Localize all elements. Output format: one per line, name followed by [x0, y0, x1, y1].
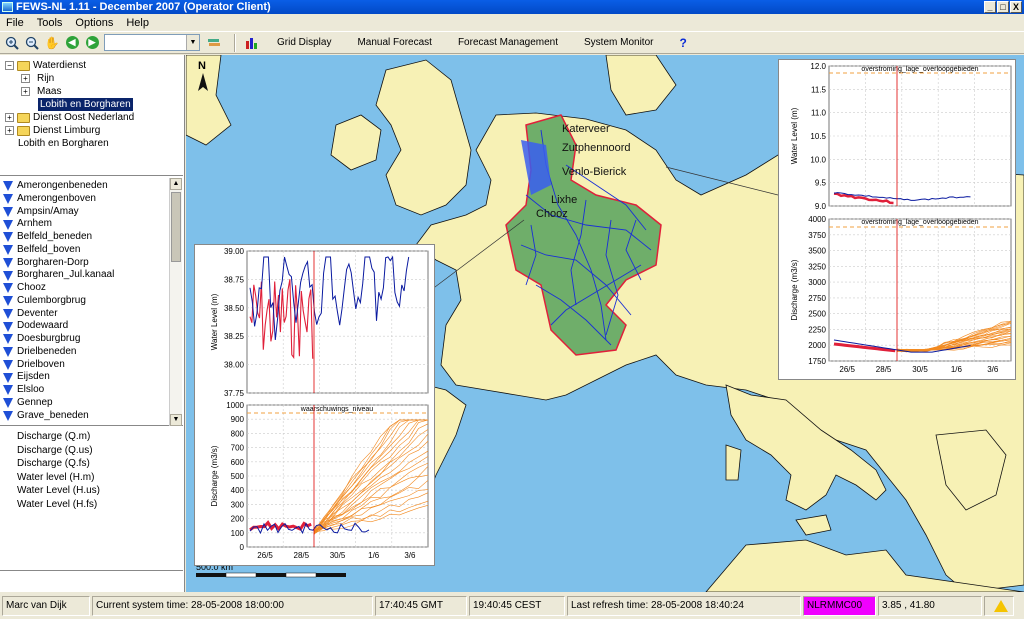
scale-segment [316, 573, 346, 577]
y-tick-label: 10.0 [810, 155, 826, 165]
threshold-label: overstroming_lage_overloopgebieden [861, 66, 979, 73]
location-marker-icon [3, 194, 13, 204]
station-label[interactable]: Venlo-Bierick [562, 166, 627, 178]
scale-segment [226, 573, 256, 577]
status-gmt: 17:40:45 GMT [375, 596, 467, 616]
location-marker-icon [3, 385, 13, 395]
location-marker-icon [3, 398, 13, 408]
y-tick-label: 2000 [808, 341, 826, 351]
threshold-label: waarschuwings_niveau [300, 406, 374, 413]
threshold-label: overstroming_lage_overloopgebieden [861, 219, 979, 226]
maximize-button[interactable]: □ [997, 1, 1009, 13]
expand-icon[interactable]: + [21, 87, 30, 96]
y-tick-label: 38.50 [223, 303, 244, 313]
chart-q-left [210, 401, 428, 560]
y-tick-label: 500 [230, 472, 244, 481]
status-coordinates: 3.85 , 41.80 [878, 596, 982, 616]
folder-icon [17, 113, 30, 123]
location-marker-icon [3, 411, 13, 421]
y-tick-label: 800 [230, 429, 244, 439]
expand-icon[interactable]: + [5, 113, 14, 122]
parameter-list [0, 430, 183, 511]
menu-file[interactable]: File [6, 16, 24, 29]
y-tick-label: 38.25 [223, 332, 244, 342]
status-cest: 19:40:45 CEST [469, 596, 565, 616]
inset-chart-right[interactable] [778, 59, 1016, 380]
location-item[interactable]: Culemborgbrug [0, 295, 183, 308]
y-axis-label: Discharge (m3/s) [790, 259, 799, 321]
window-title: FEWS-NL 1.11 - December 2007 (Operator Client) [16, 1, 271, 13]
y-tick-label: 1000 [226, 401, 244, 410]
y-tick-label: 12.0 [810, 62, 826, 71]
collapse-icon[interactable]: − [5, 61, 14, 70]
location-marker-icon [3, 334, 13, 344]
zoom-out-icon[interactable] [24, 35, 40, 51]
location-marker-icon [3, 347, 13, 357]
y-tick-label: 3000 [808, 278, 826, 288]
parameter-item[interactable]: Water level (H.m) [17, 471, 95, 483]
station-label[interactable]: Chooz [536, 208, 568, 220]
scale-segment [256, 573, 286, 577]
location-scrollbar[interactable] [169, 178, 182, 426]
title-bar [0, 0, 1024, 14]
location-marker-icon [3, 322, 13, 332]
y-tick-label: 10.5 [810, 132, 826, 141]
location-item[interactable]: Elsloo [0, 384, 183, 397]
britain-land [376, 60, 471, 215]
x-tick-label: 28/5 [875, 365, 892, 374]
location-item[interactable]: Belfeld_beneden [0, 231, 183, 244]
y-axis-label: Water Level (m) [210, 293, 219, 351]
tree-node-dienst-oost-nederland[interactable]: + Dienst Oost Nederland [5, 111, 134, 124]
location-list [0, 178, 183, 426]
map-selector-combo[interactable] [104, 34, 200, 51]
y-tick-label: 11.0 [811, 108, 826, 118]
forecast-management-button[interactable]: Forecast Management [457, 37, 559, 48]
location-item[interactable]: Deventer [0, 308, 183, 321]
y-tick-label: 4000 [808, 215, 826, 224]
folder-icon [17, 61, 30, 71]
location-item[interactable]: Grave_beneden [0, 410, 183, 423]
tree-node-dienst-limburg[interactable]: + Dienst Limburg [5, 124, 100, 137]
tree-node-lobith-borgharen-root[interactable]: Lobith en Borgharen [18, 138, 109, 149]
location-item[interactable]: Borgharen-Dorp [0, 257, 183, 270]
menu-tools[interactable]: Tools [36, 16, 63, 29]
y-tick-label: 9.5 [814, 178, 826, 188]
chart-wl-left [210, 247, 428, 398]
status-system-time: Current system time: 28-05-2008 18:00:00 [92, 596, 373, 616]
x-tick-label: 28/5 [293, 551, 310, 560]
location-item[interactable]: Belfeld_boven [0, 244, 183, 257]
location-marker-icon [3, 296, 13, 306]
status-user: Marc van Dijk [2, 596, 90, 616]
x-tick-label: 26/5 [839, 365, 855, 374]
y-tick-label: 2250 [808, 325, 826, 335]
left-panel-footer [0, 570, 183, 592]
x-tick-label: 1/6 [950, 365, 962, 374]
chevron-down-icon[interactable]: ▼ [186, 35, 199, 50]
x-tick-label: 1/6 [368, 551, 380, 560]
location-item[interactable]: Dodewaard [0, 320, 183, 333]
menu-bar [0, 14, 1024, 31]
parameter-item[interactable]: Water Level (H.us) [17, 485, 100, 496]
y-tick-label: 2500 [808, 309, 826, 319]
location-item[interactable]: Gennep [0, 397, 183, 410]
scroll-up-icon[interactable]: ▲ [170, 178, 182, 190]
warning-icon [994, 600, 1008, 612]
forward-arrow-icon[interactable]: ▶ [84, 35, 100, 51]
scale-segment [196, 573, 226, 577]
folder-icon [17, 126, 30, 136]
chart-icon[interactable] [244, 35, 260, 51]
back-arrow-icon[interactable]: ◀ [64, 35, 80, 51]
y-axis-label: Water Level (m) [790, 107, 799, 165]
status-warning[interactable] [984, 596, 1014, 616]
location-item[interactable]: Drielbeneden [0, 346, 183, 359]
sardinia-land [726, 445, 741, 480]
location-marker-icon [3, 360, 13, 370]
denmark-land [606, 55, 676, 115]
scale-segment [286, 573, 316, 577]
ireland-land [331, 115, 381, 170]
layers-icon[interactable] [206, 35, 222, 51]
station-label[interactable]: Katerveer [562, 123, 610, 135]
manual-forecast-button[interactable]: Manual Forecast [357, 37, 432, 48]
west-land [186, 55, 231, 145]
status-code[interactable]: NLRMMC00 [803, 596, 876, 616]
toolbar [0, 31, 1024, 54]
chart-wl-right [790, 62, 1011, 211]
y-tick-label: 2750 [808, 293, 826, 303]
scroll-down-icon[interactable]: ▼ [170, 414, 182, 426]
location-marker-icon [3, 283, 13, 293]
y-tick-label: 1750 [808, 357, 826, 366]
status-bar [0, 593, 1024, 619]
expand-icon[interactable]: + [21, 74, 30, 83]
parameter-item[interactable]: Discharge (Q.m) [17, 431, 91, 442]
y-tick-label: 9.0 [814, 202, 826, 211]
x-tick-label: 30/5 [912, 365, 928, 374]
location-marker-icon [3, 271, 13, 281]
y-tick-label: 400 [230, 486, 244, 496]
app-icon [2, 2, 13, 12]
toolbar-separator [234, 34, 236, 52]
pan-hand-icon[interactable]: ✋ [44, 35, 60, 50]
x-tick-label: 3/6 [404, 551, 416, 560]
y-tick-label: 3750 [808, 230, 826, 240]
tree-node-lobith-borgharen[interactable]: Lobith en Borgharen [40, 99, 131, 110]
location-marker-icon [3, 181, 13, 191]
x-tick-label: 26/5 [257, 551, 273, 560]
scroll-thumb[interactable] [171, 192, 181, 262]
y-tick-label: 0 [239, 543, 244, 552]
y-tick-label: 3500 [808, 246, 826, 256]
chart-q-right [790, 215, 1011, 374]
help-icon[interactable]: ? [679, 35, 687, 50]
location-item[interactable]: Drielboven [0, 359, 183, 372]
y-tick-label: 200 [230, 514, 244, 524]
parameter-item[interactable]: Water Level (H.fs) [17, 498, 98, 510]
location-marker-icon [3, 373, 13, 383]
left-panel [0, 55, 185, 592]
location-marker-icon [3, 309, 13, 319]
y-tick-label: 600 [230, 457, 244, 467]
x-tick-label: 30/5 [329, 551, 346, 560]
location-item[interactable]: Arnhem [0, 218, 183, 231]
y-axis-label: Discharge (m3/s) [210, 445, 219, 507]
y-tick-label: 39.00 [223, 247, 244, 256]
location-item[interactable]: Amerongenboven [0, 193, 183, 206]
tree-node-maas[interactable]: + Maas [21, 85, 61, 98]
status-refresh: Last refresh time: 28-05-2008 18:40:24 [567, 596, 801, 616]
location-item[interactable]: Chooz [0, 282, 183, 295]
minimize-button[interactable]: _ [984, 1, 996, 13]
parameter-item[interactable]: Discharge (Q.fs) [17, 458, 90, 469]
expand-icon[interactable]: + [5, 126, 14, 135]
map-view[interactable] [186, 55, 1024, 592]
location-item[interactable]: Amerongenbeneden [0, 180, 183, 193]
system-monitor-button[interactable]: System Monitor [584, 37, 654, 48]
close-button[interactable]: X [1010, 1, 1022, 13]
location-item[interactable]: Eijsden [0, 371, 183, 384]
y-tick-label: 900 [230, 415, 244, 425]
y-tick-label: 300 [230, 500, 244, 510]
y-tick-label: 3250 [808, 262, 826, 272]
location-item[interactable]: Doesburgbrug [0, 333, 183, 346]
sicily-land [796, 515, 831, 535]
location-marker-icon [3, 207, 13, 217]
y-tick-label: 700 [230, 443, 244, 453]
location-marker-icon [3, 245, 13, 255]
parameter-item[interactable]: Discharge (Q.us) [17, 444, 93, 456]
station-label[interactable]: Zutphennoord [562, 142, 631, 154]
grid-display-button[interactable]: Grid Display [277, 37, 332, 48]
location-marker-icon [3, 220, 13, 230]
tree-node-waterdienst[interactable]: − Waterdienst [5, 59, 86, 72]
y-tick-label: 37.75 [223, 389, 244, 398]
zoom-in-icon[interactable] [4, 35, 20, 51]
inset-chart-left[interactable] [194, 244, 435, 566]
y-tick-label: 11.5 [811, 85, 826, 95]
location-item[interactable]: Borgharen_Jul.kanaal [0, 269, 183, 282]
x-tick-label: 3/6 [987, 365, 999, 374]
region-tree [0, 55, 183, 176]
menu-help[interactable]: Help [126, 16, 149, 29]
location-marker-icon [3, 258, 13, 268]
y-tick-label: 38.75 [223, 275, 244, 285]
y-tick-label: 38.00 [223, 360, 244, 370]
location-marker-icon [3, 232, 13, 242]
location-item[interactable]: Ampsin/Amay [0, 206, 183, 219]
y-tick-label: 100 [230, 528, 244, 538]
north-label: N [198, 60, 206, 72]
station-label[interactable]: Lixhe [551, 194, 578, 206]
tree-node-rijn[interactable]: + Rijn [21, 72, 54, 85]
menu-options[interactable]: Options [75, 16, 114, 29]
